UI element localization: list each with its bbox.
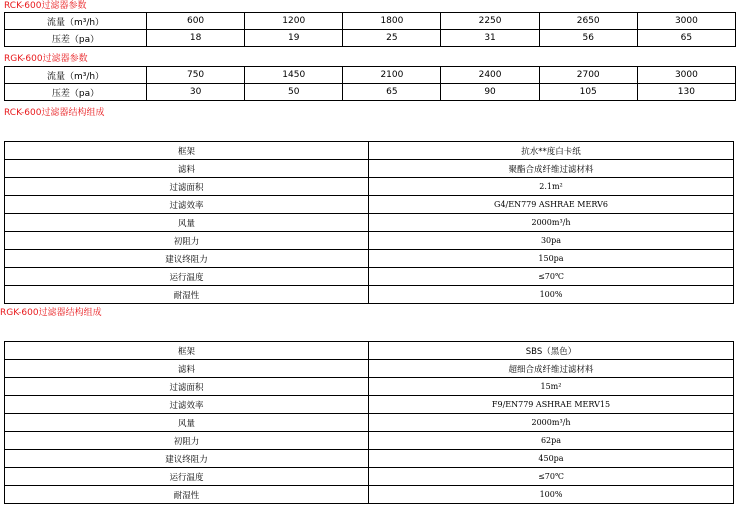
spec-label: 过滤面积: [5, 178, 369, 196]
section-heading: RGK-600过滤器参数: [4, 54, 88, 64]
spec-label: 过滤效率: [5, 396, 369, 414]
spec-label: 滤料: [5, 360, 369, 378]
spec-value: ≤70℃: [369, 268, 734, 286]
spec-label: 初阻力: [5, 432, 369, 450]
spec-value: 30pa: [369, 232, 734, 250]
table-header-cell: 流量（m³/h）: [5, 67, 147, 84]
table-cell: 1800: [343, 13, 441, 30]
table-cell: 50: [245, 84, 343, 101]
table-row: [5, 178, 734, 196]
table-row: [5, 13, 736, 30]
table-header-cell: 流量（m³/h）: [5, 13, 147, 30]
table-cell: 65: [637, 30, 735, 47]
spec-value: 抗水**度白卡纸: [369, 142, 734, 160]
spec-value: 聚酯合成纤维过滤材料: [369, 160, 734, 178]
spec-value: 150pa: [369, 250, 734, 268]
table-row: [5, 84, 736, 101]
spec-value: 450pa: [369, 450, 734, 468]
table-row: [5, 396, 734, 414]
spec-value: 15m²: [369, 378, 734, 396]
spec-label: 运行温度: [5, 268, 369, 286]
table-row: [5, 268, 734, 286]
table-cell: 1200: [245, 13, 343, 30]
structure-table-rgk: [4, 341, 734, 504]
table-cell: 2250: [441, 13, 539, 30]
table-cell: 105: [539, 84, 637, 101]
table-row: [5, 468, 734, 486]
spec-label: 建议终阻力: [5, 450, 369, 468]
table-cell: 56: [539, 30, 637, 47]
section-heading: RGK-600过滤器结构组成: [0, 308, 102, 318]
spec-value: F9/EN779 ASHRAE MERV15: [369, 396, 734, 414]
spec-label: 耐湿性: [5, 486, 369, 504]
spec-label: 运行温度: [5, 468, 369, 486]
spec-value: 100%: [369, 286, 734, 304]
table-cell: 30: [147, 84, 245, 101]
table-cell: 750: [147, 67, 245, 84]
spec-value: 2.1m²: [369, 178, 734, 196]
section-heading: RCK-600过滤器参数: [4, 1, 87, 11]
table-row: [5, 214, 734, 232]
table-header-cell: 压差（pa）: [5, 84, 147, 101]
table-cell: 19: [245, 30, 343, 47]
table-cell: 25: [343, 30, 441, 47]
table-cell: 2100: [343, 67, 441, 84]
table-row: [5, 378, 734, 396]
spec-label: 耐湿性: [5, 286, 369, 304]
table-cell: 3000: [637, 67, 735, 84]
table-cell: 2700: [539, 67, 637, 84]
table-row: [5, 250, 734, 268]
table-row: [5, 450, 734, 468]
table-row: [5, 432, 734, 450]
spec-label: 过滤效率: [5, 196, 369, 214]
table-row: [5, 30, 736, 47]
spec-value: 2000m³/h: [369, 414, 734, 432]
structure-table-rck: [4, 141, 734, 304]
spec-value: G4/EN779 ASHRAE MERV6: [369, 196, 734, 214]
table-row: [5, 67, 736, 84]
table-row: [5, 160, 734, 178]
param-table-rgk: [4, 66, 736, 101]
section-heading: RCK-600过滤器结构组成: [4, 108, 105, 118]
param-table-rck: [4, 12, 736, 47]
table-row: [5, 342, 734, 360]
spec-value: 2000m³/h: [369, 214, 734, 232]
spec-label: 框架: [5, 142, 369, 160]
table-row: [5, 486, 734, 504]
table-cell: 600: [147, 13, 245, 30]
table-cell: 2650: [539, 13, 637, 30]
table-row: [5, 142, 734, 160]
table-cell: 65: [343, 84, 441, 101]
spec-label: 框架: [5, 342, 369, 360]
table-cell: 3000: [637, 13, 735, 30]
table-cell: 31: [441, 30, 539, 47]
spec-label: 风量: [5, 214, 369, 232]
spec-value: SBS（黑色）: [369, 342, 734, 360]
spec-value: 62pa: [369, 432, 734, 450]
table-cell: 130: [637, 84, 735, 101]
table-row: [5, 414, 734, 432]
spec-label: 初阻力: [5, 232, 369, 250]
table-row: [5, 232, 734, 250]
spec-value: 100%: [369, 486, 734, 504]
table-row: [5, 196, 734, 214]
spec-value: 超细合成纤维过滤材料: [369, 360, 734, 378]
table-cell: 2400: [441, 67, 539, 84]
spec-value: ≤70℃: [369, 468, 734, 486]
spec-label: 建议终阻力: [5, 250, 369, 268]
table-cell: 90: [441, 84, 539, 101]
table-row: [5, 360, 734, 378]
spec-label: 过滤面积: [5, 378, 369, 396]
spec-label: 风量: [5, 414, 369, 432]
table-header-cell: 压差（pa）: [5, 30, 147, 47]
table-cell: 18: [147, 30, 245, 47]
spec-label: 滤料: [5, 160, 369, 178]
table-cell: 1450: [245, 67, 343, 84]
table-row: [5, 286, 734, 304]
